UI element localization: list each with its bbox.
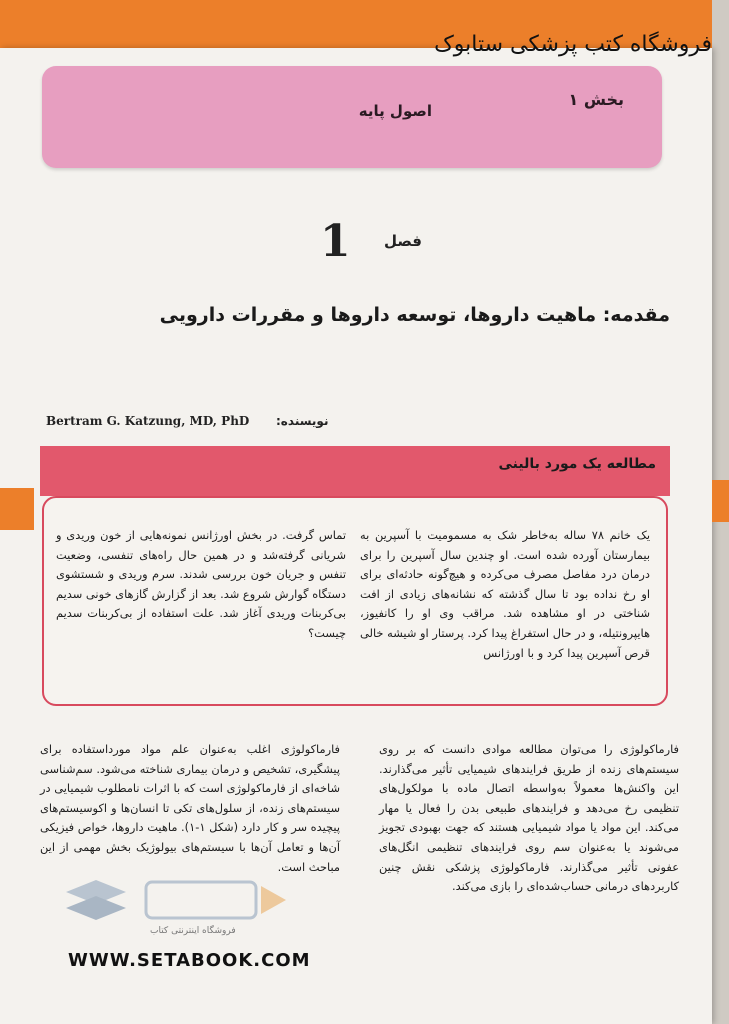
case-study-right-column: یک خانم ۷۸ ساله به‌خاطر شک به مسمومیت با آسپرین به بیمارستان آورده شده است. او چندین سال آسپرین را برای درمان درد مفاصل مصرف می‌کرده و هیچ‌گونه حادثه‌ای برای او رخ نداده بود تا سال گذشته که نشانه‌های زیادی از افت شناختی در او مشاهده شد. مراقب وی او را کانفیوز، هایپرونتیله، و در حال استفراغ پیدا کرد. پرستار او شیشه خالی قرص آسپرین پیدا کرد و با اورژانس: [360, 528, 650, 660]
body-left-column: فارماکولوژی اغلب به‌عنوان علم مواد مورداستفاده برای پیشگیری، تشخیص و درمان بیماری شناخته می‌شود. سم‌شناسی شاخه‌ای از فارماکولوژی است که با اثرات نامطلوب شیمیایی در سیستم‌های زنده، از سلول‌های تکی تا انسان‌ها و اکوسیستم‌های پیچیده سر و کار دارد (شکل ۱-۱). ماهیت داروها، خواص فیزیکی آن‌ها و تعامل آن‌ها با سیستم‌های بیولوژیک بخش مهمی از این مباحث است.: [39, 742, 340, 874]
case-study-box: [42, 496, 668, 706]
website-url: WWW.SETABOOK.COM: [68, 950, 311, 971]
right-orange-tab: [712, 480, 729, 522]
store-title: فروشگاه کتب پزشکی ستابوک: [434, 32, 712, 57]
section-name: اصول پایه: [358, 102, 432, 120]
chapter-title: مقدمه: ماهیت داروها، توسعه داروها و مقررات دارویی: [159, 304, 670, 326]
case-study-header: [40, 446, 670, 496]
watermark-caption: فروشگاه اینترنتی کتاب: [150, 926, 236, 936]
author-label: نویسنده:: [276, 414, 329, 428]
section-header: [42, 66, 662, 168]
case-study-heading: مطالعه یک مورد بالینی: [498, 456, 656, 472]
left-orange-tab: [0, 488, 34, 530]
author-name: Bertram G. Katzung, MD, PhD: [46, 414, 250, 428]
case-study-left-column: تماس گرفت. در بخش اورژانس نمونه‌هایی از خون وریدی و شریانی گرفته‌شد و در همین حال راه‌های تنفسی، وضعیت تنفس و جریان خون بررسی شدند. سرم وریدی و شستشوی دستگاه گوارش شروع شد. بعد از گزارش گازهای خونی سدیم بی‌کربنات وریدی آغاز شد. علت استفاده از بی‌کربنات سدیم چیست؟: [56, 528, 346, 640]
section-number: بخش ۱: [568, 90, 624, 109]
chapter-label: فصل: [384, 232, 422, 250]
body-right-column: فارماکولوژی را می‌توان مطالعه موادی دانست که بر روی سیستم‌های زنده از طریق فرایندهای شیمیایی تأثیر می‌گذارند. این واکنش‌ها معمولاً به‌واسطه اتصال ماده با مولکول‌های تنظیمی رخ می‌دهد و فرایندهای طبیعی بدن را فعال یا مهار می‌کند. این مواد یا مواد شیمیایی هستند که جهت بهبودی تجویز می‌شوند یا به‌عنوان سم روی فرایندهای تنظیمی انگل‌های عفونی تأثیر می‌گذارند. فارماکولوژی پزشکی نقش چنین کاربردهای درمانی حساب‌شده‌ای را بازی می‌کند.: [379, 742, 679, 894]
chapter-number: 1: [320, 216, 351, 267]
